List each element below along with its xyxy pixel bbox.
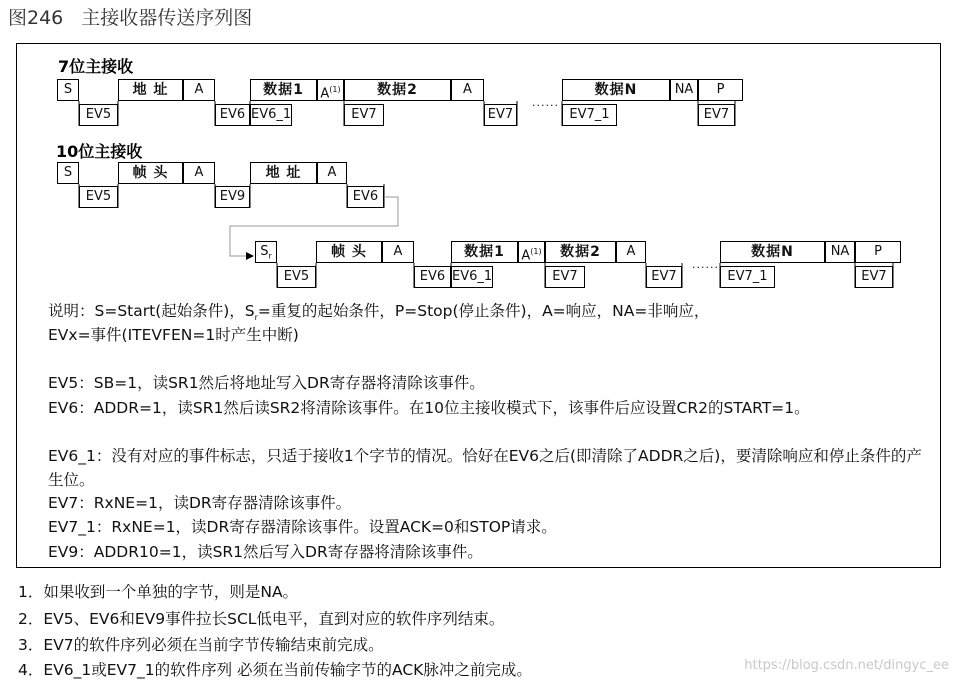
event-desc-ev6: EV6：ADDR=1，读SR1然后读SR2将清除该事件。在10位主接收模式下，该事件后应设置CR2的START=1。 — [48, 399, 810, 417]
event-ev5: EV5 — [79, 104, 118, 126]
cell-address: 地 址 — [118, 79, 183, 101]
section-7bit-title: 7位主接收 — [58, 57, 134, 76]
cell-nack: NA — [670, 79, 698, 101]
event-desc-ev6-1: EV6_1：没有对应的事件标志，只适于接收1个字节的情况。恰好在EV6之后(即清除了ADDR之后)，要清除响应和停止条件的产生位。 — [48, 447, 922, 489]
event-ev7: EV7 — [545, 266, 585, 288]
cell-ack-note — [518, 241, 545, 263]
legend-text: =重复的起始条件，P=Stop(停止条件)，A=响应，NA=非响应， — [257, 302, 710, 320]
footnote-mark: (1) — [329, 85, 341, 94]
footnote-2: 2．EV5、EV6和EV9事件拉长SCL低电平，直到对应的软件序列结束。 — [18, 610, 505, 628]
event-ev6: EV6 — [414, 266, 451, 288]
event-desc-ev7-1: EV7_1：RxNE=1，读DR寄存器清除该事件。设置ACK=0和STOP请求。 — [48, 518, 557, 536]
event-ev5: EV5 — [277, 266, 316, 288]
event-ev7: EV7 — [646, 266, 682, 288]
section-10bit-title: 10位主接收 — [56, 142, 143, 161]
ack-label: A — [521, 248, 531, 264]
event-ev7: EV7 — [855, 266, 893, 288]
cell-ack: A — [183, 79, 215, 101]
cell-repeated-start — [255, 241, 277, 263]
event-desc-ev5: EV5：SB=1，读SR1然后将地址写入DR寄存器将清除该事件。 — [48, 374, 485, 392]
cell-header: 帧 头 — [316, 241, 382, 263]
cell-dataN: 数据N — [720, 241, 825, 263]
watermark: https://blog.csdn.net/dingyc_ee — [744, 658, 949, 673]
figure-number: 图246 — [8, 7, 64, 29]
event-ev6: EV6 — [347, 186, 384, 208]
legend-line-2: EVx=事件(ITEVFEN=1时产生中断) — [48, 326, 299, 344]
event-ev6-1: EV6_1 — [250, 104, 292, 126]
cell-ack: A — [382, 241, 414, 263]
cell-data1: 数据1 — [250, 79, 317, 101]
event-ev7: EV7 — [484, 104, 517, 126]
event-ev7: EV7 — [698, 104, 735, 126]
cell-data2: 数据2 — [344, 79, 451, 101]
legend-line-1 — [48, 302, 709, 327]
cell-header: 帧 头 — [118, 162, 183, 184]
event-ev6: EV6 — [215, 104, 250, 126]
cell-ack: A — [317, 162, 347, 184]
event-ev7-1: EV7_1 — [562, 104, 617, 126]
cell-ack-note — [317, 79, 344, 101]
figure-caption: 主接收器传送序列图 — [81, 7, 253, 29]
event-ev7: EV7 — [344, 104, 384, 126]
event-ev7-1: EV7_1 — [720, 266, 775, 288]
cell-nack: NA — [825, 241, 855, 263]
sr-label: S — [260, 244, 269, 259]
sr-sub: r — [268, 251, 272, 261]
legend-text: 说明：S=Start(起始条件)，S — [48, 302, 255, 320]
event-ev6-1: EV6_1 — [451, 266, 493, 288]
ellipsis: ...... — [692, 258, 719, 271]
cell-ack: A — [616, 241, 646, 263]
cell-start: S — [57, 79, 79, 101]
footnote-mark: (1) — [530, 247, 542, 256]
footnote-1: 1．如果收到一个单独的字节，则是NA。 — [18, 583, 299, 601]
figure-title — [8, 3, 252, 30]
cell-start: S — [57, 162, 79, 184]
cell-dataN: 数据N — [562, 79, 670, 101]
ellipsis: ...... — [532, 96, 559, 109]
legend-sub: r — [254, 313, 258, 323]
event-ev5: EV5 — [79, 186, 118, 208]
cell-ack: A — [183, 162, 215, 184]
cell-data2: 数据2 — [545, 241, 616, 263]
footnote-3: 3．EV7的软件序列必须在当前字节传输结束前完成。 — [18, 636, 384, 654]
cell-stop: P — [855, 241, 901, 263]
cell-address: 地 址 — [250, 162, 317, 184]
event-ev9: EV9 — [215, 186, 250, 208]
event-desc-ev7: EV7：RxNE=1，读DR寄存器清除该事件。 — [48, 494, 352, 512]
cell-ack: A — [451, 79, 484, 101]
cell-stop: P — [698, 79, 743, 101]
ack-label: A — [320, 86, 330, 102]
footnote-4: 4．EV6_1或EV7_1的软件序列 必须在当前传输字节的ACK脉冲之前完成。 — [18, 661, 532, 679]
cell-data1: 数据1 — [451, 241, 518, 263]
event-desc-ev9: EV9：ADDR10=1，读SR1然后写入DR寄存器将清除该事件。 — [48, 543, 483, 561]
